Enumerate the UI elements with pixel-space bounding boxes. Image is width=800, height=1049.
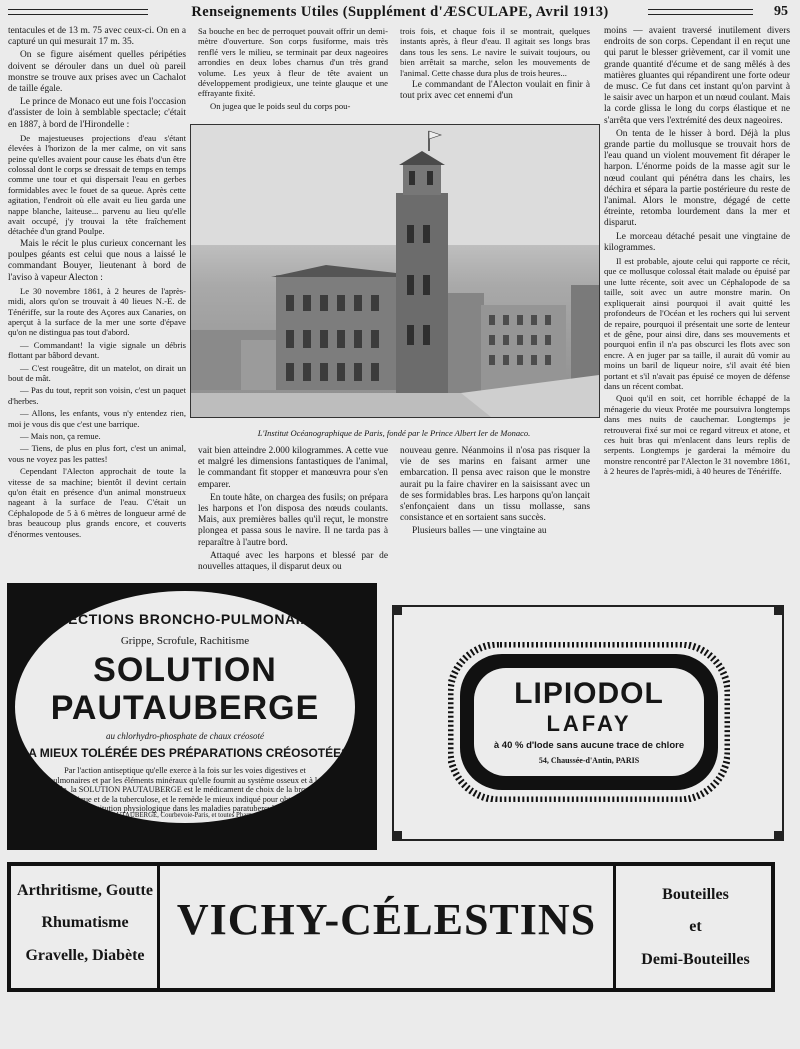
- corner-mark-bl: [392, 831, 402, 841]
- ad-product-name-1: SOLUTION: [93, 651, 277, 689]
- ad-vichy-ailment-1: Arthritisme, Goutte: [17, 882, 153, 899]
- quote-paragraph: Le 30 novembre 1861, à 2 heures de l'après-midi, alors qu'on se trouvait à 40 lieues N.-E. de Ténériffe, sur la route des Açores aux Canaries, on aperçut à la surface de la mer une sorte d'épave qu'on ne distingua pas tout d'abord.: [8, 285, 186, 338]
- paragraph: Le prince de Monaco eut une fois l'occasion d'assister de loin à semblable spectacle; c'était en 1887, à bord de l'Hirondelle :: [8, 97, 186, 130]
- quote-paragraph: — Commandant! la vigie signale un débris flottant par bâbord devant.: [8, 339, 186, 361]
- paragraph: Mais le récit le plus curieux concernant les poulpes géants est celui que nous a laissé le commandant Bouyer, lieutenant à bord de l'aviso à vapeur Alecton :: [8, 238, 186, 283]
- quote-paragraph: — C'est rougeâtre, dit un matelot, on dirait un bout de mât.: [8, 362, 186, 383]
- ad-vichy-format-1: Bouteilles: [662, 886, 729, 903]
- institute-photo: [190, 124, 600, 418]
- quote-paragraph: — Mais non, ça remue.: [20, 430, 101, 441]
- quote-paragraph: — Tiens, de plus en plus fort, c'est un animal, vous ne voyez pas les pattes!: [8, 443, 186, 464]
- paragraph: Le morceau détaché pesait une vingtaine de kilogrammes.: [604, 231, 790, 253]
- quote-paragraph: — Pas du tout, reprit son voisin, c'est un paquet d'herbes.: [8, 385, 186, 406]
- paragraph: On tenta de le hisser à bord. Déjà la plus grande partie du mollusque se trouvait hors de l'eau quand un violent mouvement fit déraper le harpon. L'énorme poids de la masse agit sur le nœud coulant qui pénétra dans les chairs, les déchira et sépara la partie postérieure du reste de l'animal. Alors le monstre, dégagé de cette étreinte, retomba lourdement dans la mer et disparut.: [604, 128, 790, 229]
- article-column-3-top: [400, 26, 590, 120]
- ad-footer: L. PAUTAUBERGE, Courbevoie-Paris, et toutes Pharmacies.: [100, 812, 270, 819]
- paragraph: Attaqué avec les harpons et blessé par de nouvelles attaques, il disparut deux ou: [198, 550, 388, 571]
- paragraph: moins — avaient traversé inutilement divers endroits de son corps. Cependant il en reçut une qui parut le blesser grièvement, car il vomit une grande quantité d'écume et de sang mêlés à des matières gluantes qui répandirent une forte odeur de musc. Ce fut dans cet instant qu'on parvint à le saisir avec un harpon et un nœud coulant. Mais la corde glissa le long du corps élastique et ne s'arrêta que vers l'extrémité des deux nageoires.: [604, 26, 790, 126]
- quote-paragraph: Cependant l'Alecton approchait de toute la vitesse de sa machine; bientôt il devint certain qu'on était en présence d'un animal monstrueux nageant à la surface de l'eau. C'était un Céphalopode de 5 à 6 mètres de longueur armé de bras beaucoup plus grands encore, et couverts d'énormes ventouses.: [8, 466, 186, 539]
- ad-body: Par l'action antiseptique qu'elle exerce à la fois sur les voies digestives et pulmonaires et par les éléments minéraux qu'elle fournit au système osseux et à la cellule, la SOLUTION PAUTAUBERGE est le médicament de choix de la bronchite chronique et de la tuberculose, et le remède le mieux indiqué pour obtenir la reconstitution physiologique dans les maladies paratuberculeuses.: [44, 766, 326, 814]
- ad-slogan: LA MIEUX TOLÉRÉE DES PRÉPARATIONS CRÉOSOTÉES: [20, 746, 350, 760]
- paragraph: Le commandant de l'Alecton voulait en finir à tout prix avec cet ennemi d'un: [400, 80, 590, 102]
- corner-mark-tl: [392, 605, 402, 615]
- article-column-4: [604, 26, 790, 571]
- paragraph: On se figure aisément quelles péripéties doivent se dérouler dans un duel où pareil monstre se trouve aux prises avec un Cachalot de taille égale.: [8, 50, 186, 95]
- ad-subheading: Grippe, Scrofule, Rachitisme: [120, 635, 250, 647]
- article-column-3-bottom: [400, 446, 590, 571]
- ad-vichy-celestins: [7, 862, 775, 992]
- ad-lipiodol-detail: à 40 % d'Iode sans aucune trace de chlore: [493, 740, 685, 751]
- ad-vichy-format-2: et: [689, 918, 702, 935]
- paragraph: Plusieurs balles — une vingtaine au: [412, 526, 547, 537]
- ad-oval: [15, 591, 355, 823]
- ad-description: au chlorhydro-phosphate de chaux créosoté: [106, 731, 264, 741]
- page-number: 95: [774, 4, 788, 19]
- paragraph: Il est probable, ajoute celui qui rapporte ce récit, que ce mollusque colossal était malade ou épuisé par une lutte récente, soit avec un Céphalopode de sa taille, soit avec un autre monstre marin. On expliquerait ainsi pourquoi il avait quitté les profondeurs de l'Océan et les rochers qui lui servent de repaire, pourquoi il présentait une sorte de lenteur et de gêne, pour ainsi dire, dans ses mouvements et pourquoi enfin il n'a pas obscurci les flots avec son encre. A en juger par sa taille, il aurait dû vomir au moins un baril de liqueur noire, s'il avait été bien portant et s'il n'avait pas épuisé ce moyen de défense dans un récent combat.: [604, 256, 790, 391]
- ad-product-name-2: PAUTAUBERGE: [50, 689, 320, 727]
- article-column-2-top: [198, 26, 388, 120]
- corner-mark-br: [774, 831, 784, 841]
- paragraph: En toute hâte, on chargea des fusils; on prépara les harpons et l'on disposa des nœuds coulants. Mais, aux premières balles qu'il reçut, le monstre plongea et passa sous le navire. Il ne tarda pas à reparaître à l'autre bord.: [198, 492, 388, 548]
- ad-lipiodol-name: LIPIODOL: [514, 677, 664, 710]
- ad-lipiodol-address: 54, Chaussée-d'Antin, PARIS: [538, 756, 640, 765]
- ad-solution-pautauberge: [7, 583, 377, 850]
- paragraph: Sa bouche en bec de perroquet pouvait offrir un demi-mètre d'ouverture. Son corps fusiforme, mais très renflé vers le milieu, se terminait par deux nageoires arrondies en deux lobes charnus d'un très grand volume. Les yeux à fleur de tête avaient un développement prodigieux, une teinte glauque et une effrayante fixité.: [198, 26, 388, 99]
- corner-mark-tr: [774, 605, 784, 615]
- quote-paragraph: — Allons, les enfants, vous n'y entendez rien, moi je vous dis que c'est une barrique.: [8, 408, 186, 429]
- paragraph: On jugea que le poids seul du corps pou-: [210, 100, 351, 111]
- article-column-2-bottom: [198, 446, 388, 571]
- ad-vichy-ailment-2: Rhumatisme: [41, 914, 129, 931]
- ad-vichy-brand: VICHY-CÉLESTINS: [176, 895, 597, 944]
- ad-vichy-format-3: Demi-Bouteilles: [641, 951, 750, 968]
- institute-building-illustration: [191, 125, 599, 417]
- photo-caption: L'Institut Océanographique de Paris, fondé par le Prince Albert Ier de Monaco.: [257, 428, 531, 438]
- header-rule-left: [8, 9, 148, 15]
- quote-paragraph: De majestueuses projections d'eau s'étant élevées à l'horizon de la mer calme, on vit sans peine qu'elles avaient pour cause les ébats d'un être colossal dont le corps se dressait de temps en temps comme une tour et qui dispersait l'eau en gerbes formidables avec le fouet de sa queue. Après cette agitation, l'endroit où elle avait eu lieu garda une nappe blanche, laiteuse... parvenu au lieu qu'elle avait occupé, j'y trouvai la tête fraîchement détachée d'un grand Poulpe.: [8, 132, 186, 237]
- paragraph: nouveau genre. Néanmoins il n'osa pas risquer la vie de ses marins en faisant armer une embarcation. Il pensa avec raison que le monstre aurait pu la faire chavirer en la saisissant avec un de ses formidables bras. Les harpons qu'on lançait s'enfonçaient dans un tissu mollasse, sans consistance et en sortaient sans succès.: [400, 446, 590, 524]
- ad-lipiodol-lafay: [392, 605, 784, 841]
- paragraph: Quoi qu'il en soit, cet horrible échappé de la ménagerie du vieux Protée me poursuivra longtemps dans mes nuits de cauchemar. Longtemps je retrouverai fixé sur moi ce regard vitreux et atone, et ces huit bras qui m'enlacent dans leurs replis de serpents. Longtemps je garderai la mémoire du monstre rencontré par l'Alecton le 31 novembre 1861, à 2 heures de l'après-midi, à 40 heures de Ténériffe.: [604, 393, 790, 477]
- paragraph: tentacules et de 13 m. 75 avec ceux-ci. On en a capturé un qui mesurait 17 m. 35.: [8, 26, 186, 48]
- header-rule-right: [648, 9, 753, 15]
- paragraph: vait bien atteindre 2.000 kilogrammes. A cette vue et malgré les dimensions fantastiques de l'animal, le commandant fit stopper et manœuvra pour s'en emparer.: [198, 446, 388, 490]
- ad-lipiodol-brand: LAFAY: [546, 711, 632, 736]
- paragraph: trois fois, et chaque fois il se montrait, quelques instants après, à fleur d'eau. Il agitait ses longs bras dans tous les sens. Le navire le suivait toujours, ou bien arrêtait sa marche, selon les mouvements de l'animal. Cette chasse dura plus de trois heures...: [400, 26, 590, 78]
- ad-vichy-ailment-3: Gravelle, Diabète: [25, 947, 145, 964]
- running-header: Renseignements Utiles (Supplément d'ÆSCULAPE, Avril 1913): [191, 4, 609, 20]
- article-column-1: [8, 26, 186, 566]
- ad-arc-heading: AFFECTIONS BRONCHO-PULMONAIRES: [39, 611, 331, 627]
